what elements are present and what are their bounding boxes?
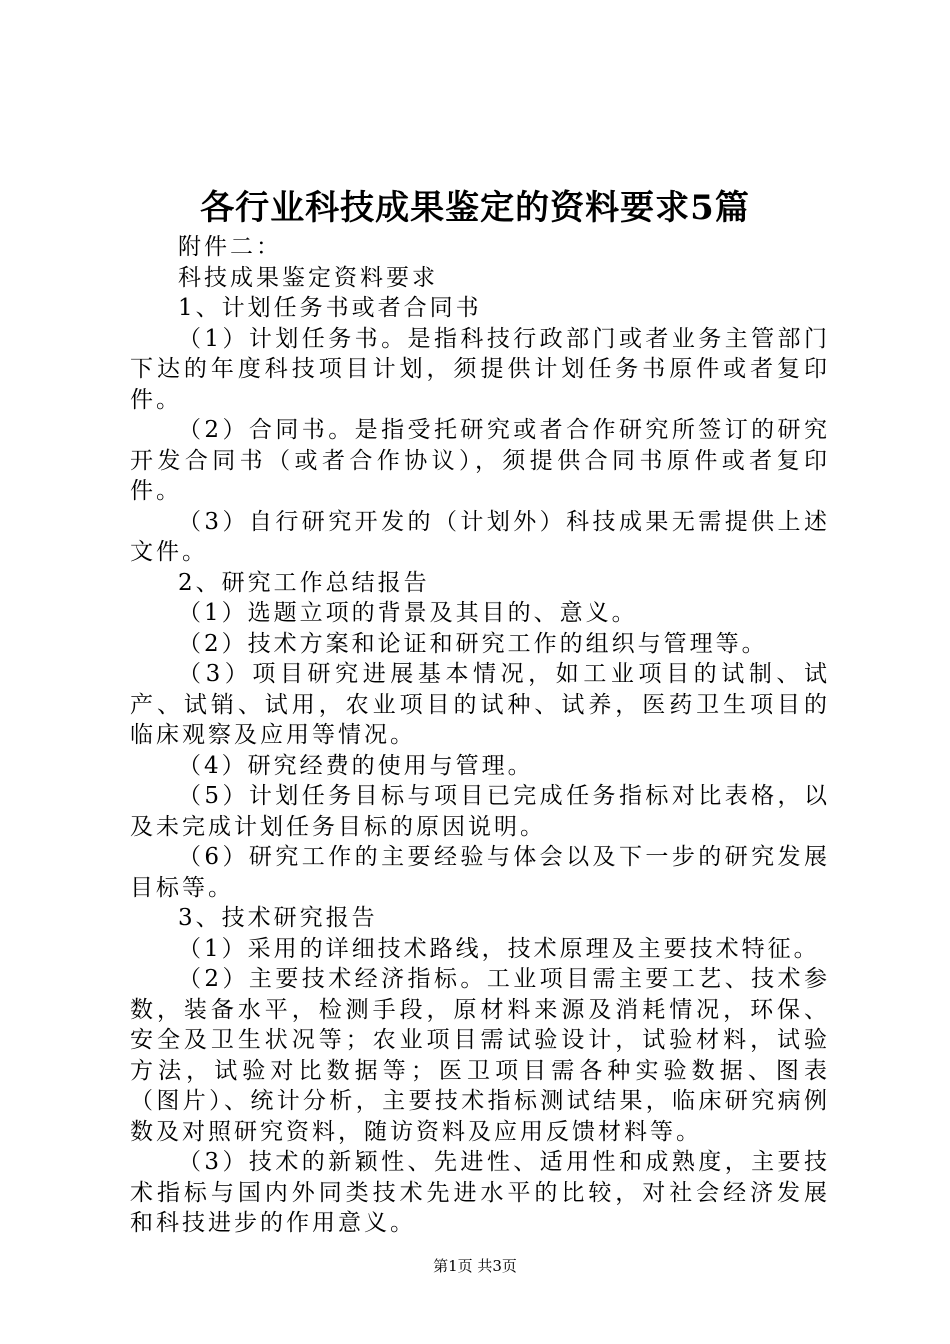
paragraph: （3）自行研究开发的（计划外）科技成果无需提供上述文件。	[130, 508, 830, 565]
paragraph: （4）研究经费的使用与管理。	[178, 752, 534, 779]
section-heading: 3、技术研究报告	[178, 905, 378, 931]
paragraph: （2）主要技术经济指标。工业项目需主要工艺、技术参数，装备水平，检测手段，原材料来源及消耗情况，环保、安全及卫生状况等；农业项目需试验设计，试验材料，试验方法，试验对比数据等；医卫项目需各种实验数据、图表（图片）、统计分析，主要技术指标测试结果，临床研究病例数及对照研究资料，随访资料及应用反馈材料等。	[130, 966, 830, 1145]
paragraph: 科技成果鉴定资料要求	[178, 264, 438, 291]
paragraph: （2）技术方案和论证和研究工作的组织与管理等。	[178, 630, 768, 657]
paragraph: （1）计划任务书。是指科技行政部门或者业务主管部门下达的年度科技项目计划，须提供计划任务书原件或者复印件。	[130, 325, 830, 413]
document-title: 各行业科技成果鉴定的资料要求5篇	[200, 188, 750, 228]
section-heading: 1、计划任务书或者合同书	[178, 295, 482, 321]
section-heading: 2、研究工作总结报告	[178, 569, 430, 596]
paragraph: （6）研究工作的主要经验与体会以及下一步的研究发展目标等。	[130, 844, 830, 901]
paragraph: （5）计划任务目标与项目已完成任务指标对比表格，以及未完成计划任务目标的原因说明。	[130, 783, 830, 840]
paragraph: （1）采用的详细技术路线，技术原理及主要技术特征。	[178, 935, 820, 962]
paragraph: （1）选题立项的背景及其目的、意义。	[178, 600, 638, 626]
paragraph: 附件二：	[178, 234, 282, 260]
page-number-footer: 第1页 共3页	[433, 1257, 517, 1275]
paragraph: （3）项目研究进展基本情况，如工业项目的试制、试产、试销、试用，农业项目的试种、试养，医药卫生项目的临床观察及应用等情况。	[130, 661, 830, 748]
document-body	[130, 232, 830, 1239]
paragraph: （3）技术的新颖性、先进性、适用性和成熟度，主要技术指标与国内外同类技术先进水平的比较，对社会经济发展和科技进步的作用意义。	[130, 1149, 830, 1236]
paragraph: （2）合同书。是指受托研究或者合作研究所签订的研究开发合同书（或者合作协议），须提供合同书原件或者复印件。	[130, 417, 830, 504]
